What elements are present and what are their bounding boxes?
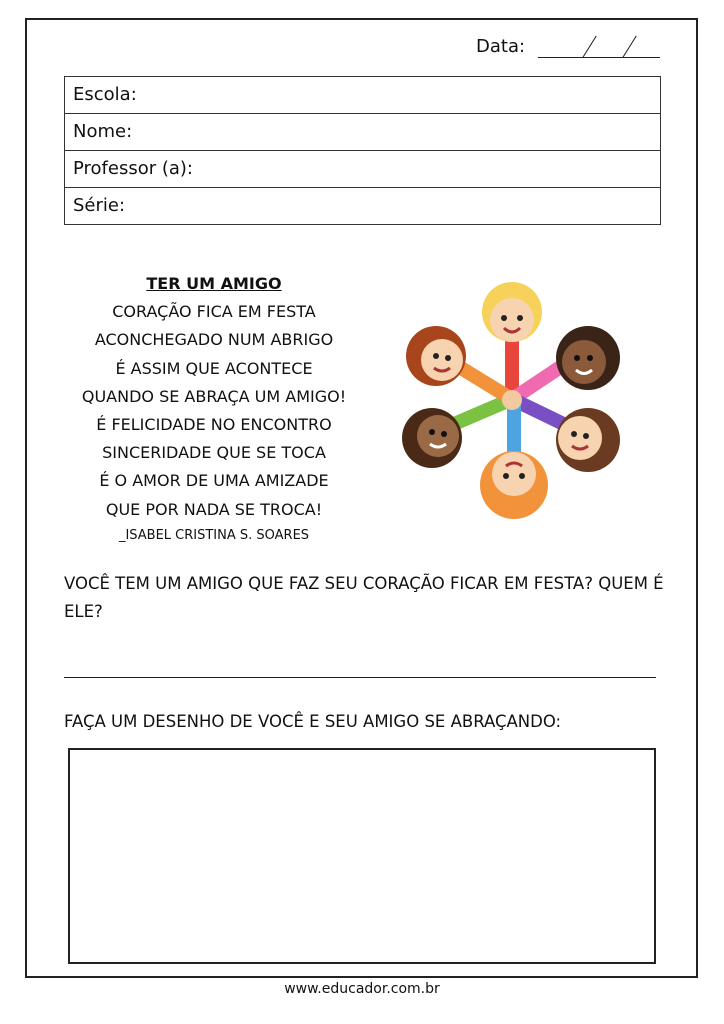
drawing-area[interactable] <box>68 748 656 964</box>
poem <box>66 270 362 546</box>
poem-title: TER UM AMIGO <box>146 274 282 293</box>
teacher-field[interactable] <box>64 150 661 187</box>
student-info-table <box>64 76 661 225</box>
poem-line: QUANDO SE ABRAÇA UM AMIGO! <box>81 386 347 406</box>
friend-question: VOCÊ TEM UM AMIGO QUE FAZ SEU CORAÇÃO FICAR EM FESTA? QUEM É ELE? <box>64 574 664 621</box>
child-top-right <box>556 326 620 390</box>
grade-label: Série: <box>73 195 126 216</box>
poem-line: É FELICIDADE NO ENCONTRO <box>96 415 332 435</box>
poem-line: ACONCHEGADO NUM ABRIGO <box>94 330 334 350</box>
answer-line[interactable] <box>64 677 656 678</box>
poem-line: SINCERIDADE QUE SE TOCA <box>102 443 326 463</box>
drawing-prompt: FAÇA UM DESENHO DE VOCÊ E SEU AMIGO SE ABRAÇANDO: <box>64 712 562 731</box>
date-field[interactable] <box>538 57 660 58</box>
date-label: Data: <box>476 36 526 57</box>
child-top-left <box>406 326 466 386</box>
child-bottom-right <box>556 408 620 472</box>
poem-line: CORAÇÃO FICA EM FESTA <box>112 302 316 322</box>
name-field[interactable] <box>64 113 661 150</box>
child-bottom <box>480 451 548 519</box>
child-bottom-left <box>402 408 462 468</box>
footer-website: www.educador.com.br <box>284 981 440 997</box>
name-label: Nome: <box>73 121 133 142</box>
poem-line: QUE POR NADA SE TROCA! <box>105 499 323 519</box>
poem-line: É O AMOR DE UMA AMIZADE <box>99 471 329 491</box>
child-top <box>482 282 542 342</box>
school-label: Escola: <box>73 84 137 105</box>
school-field[interactable] <box>64 76 661 113</box>
grade-field[interactable] <box>64 187 661 225</box>
teacher-label: Professor (a): <box>73 158 193 179</box>
poem-author: _ISABEL CRISTINA S. SOARES <box>118 527 310 543</box>
joined-hands <box>502 390 522 410</box>
children-circle-illustration <box>400 280 630 520</box>
poem-line: É ASSIM QUE ACONTECE <box>115 358 313 378</box>
